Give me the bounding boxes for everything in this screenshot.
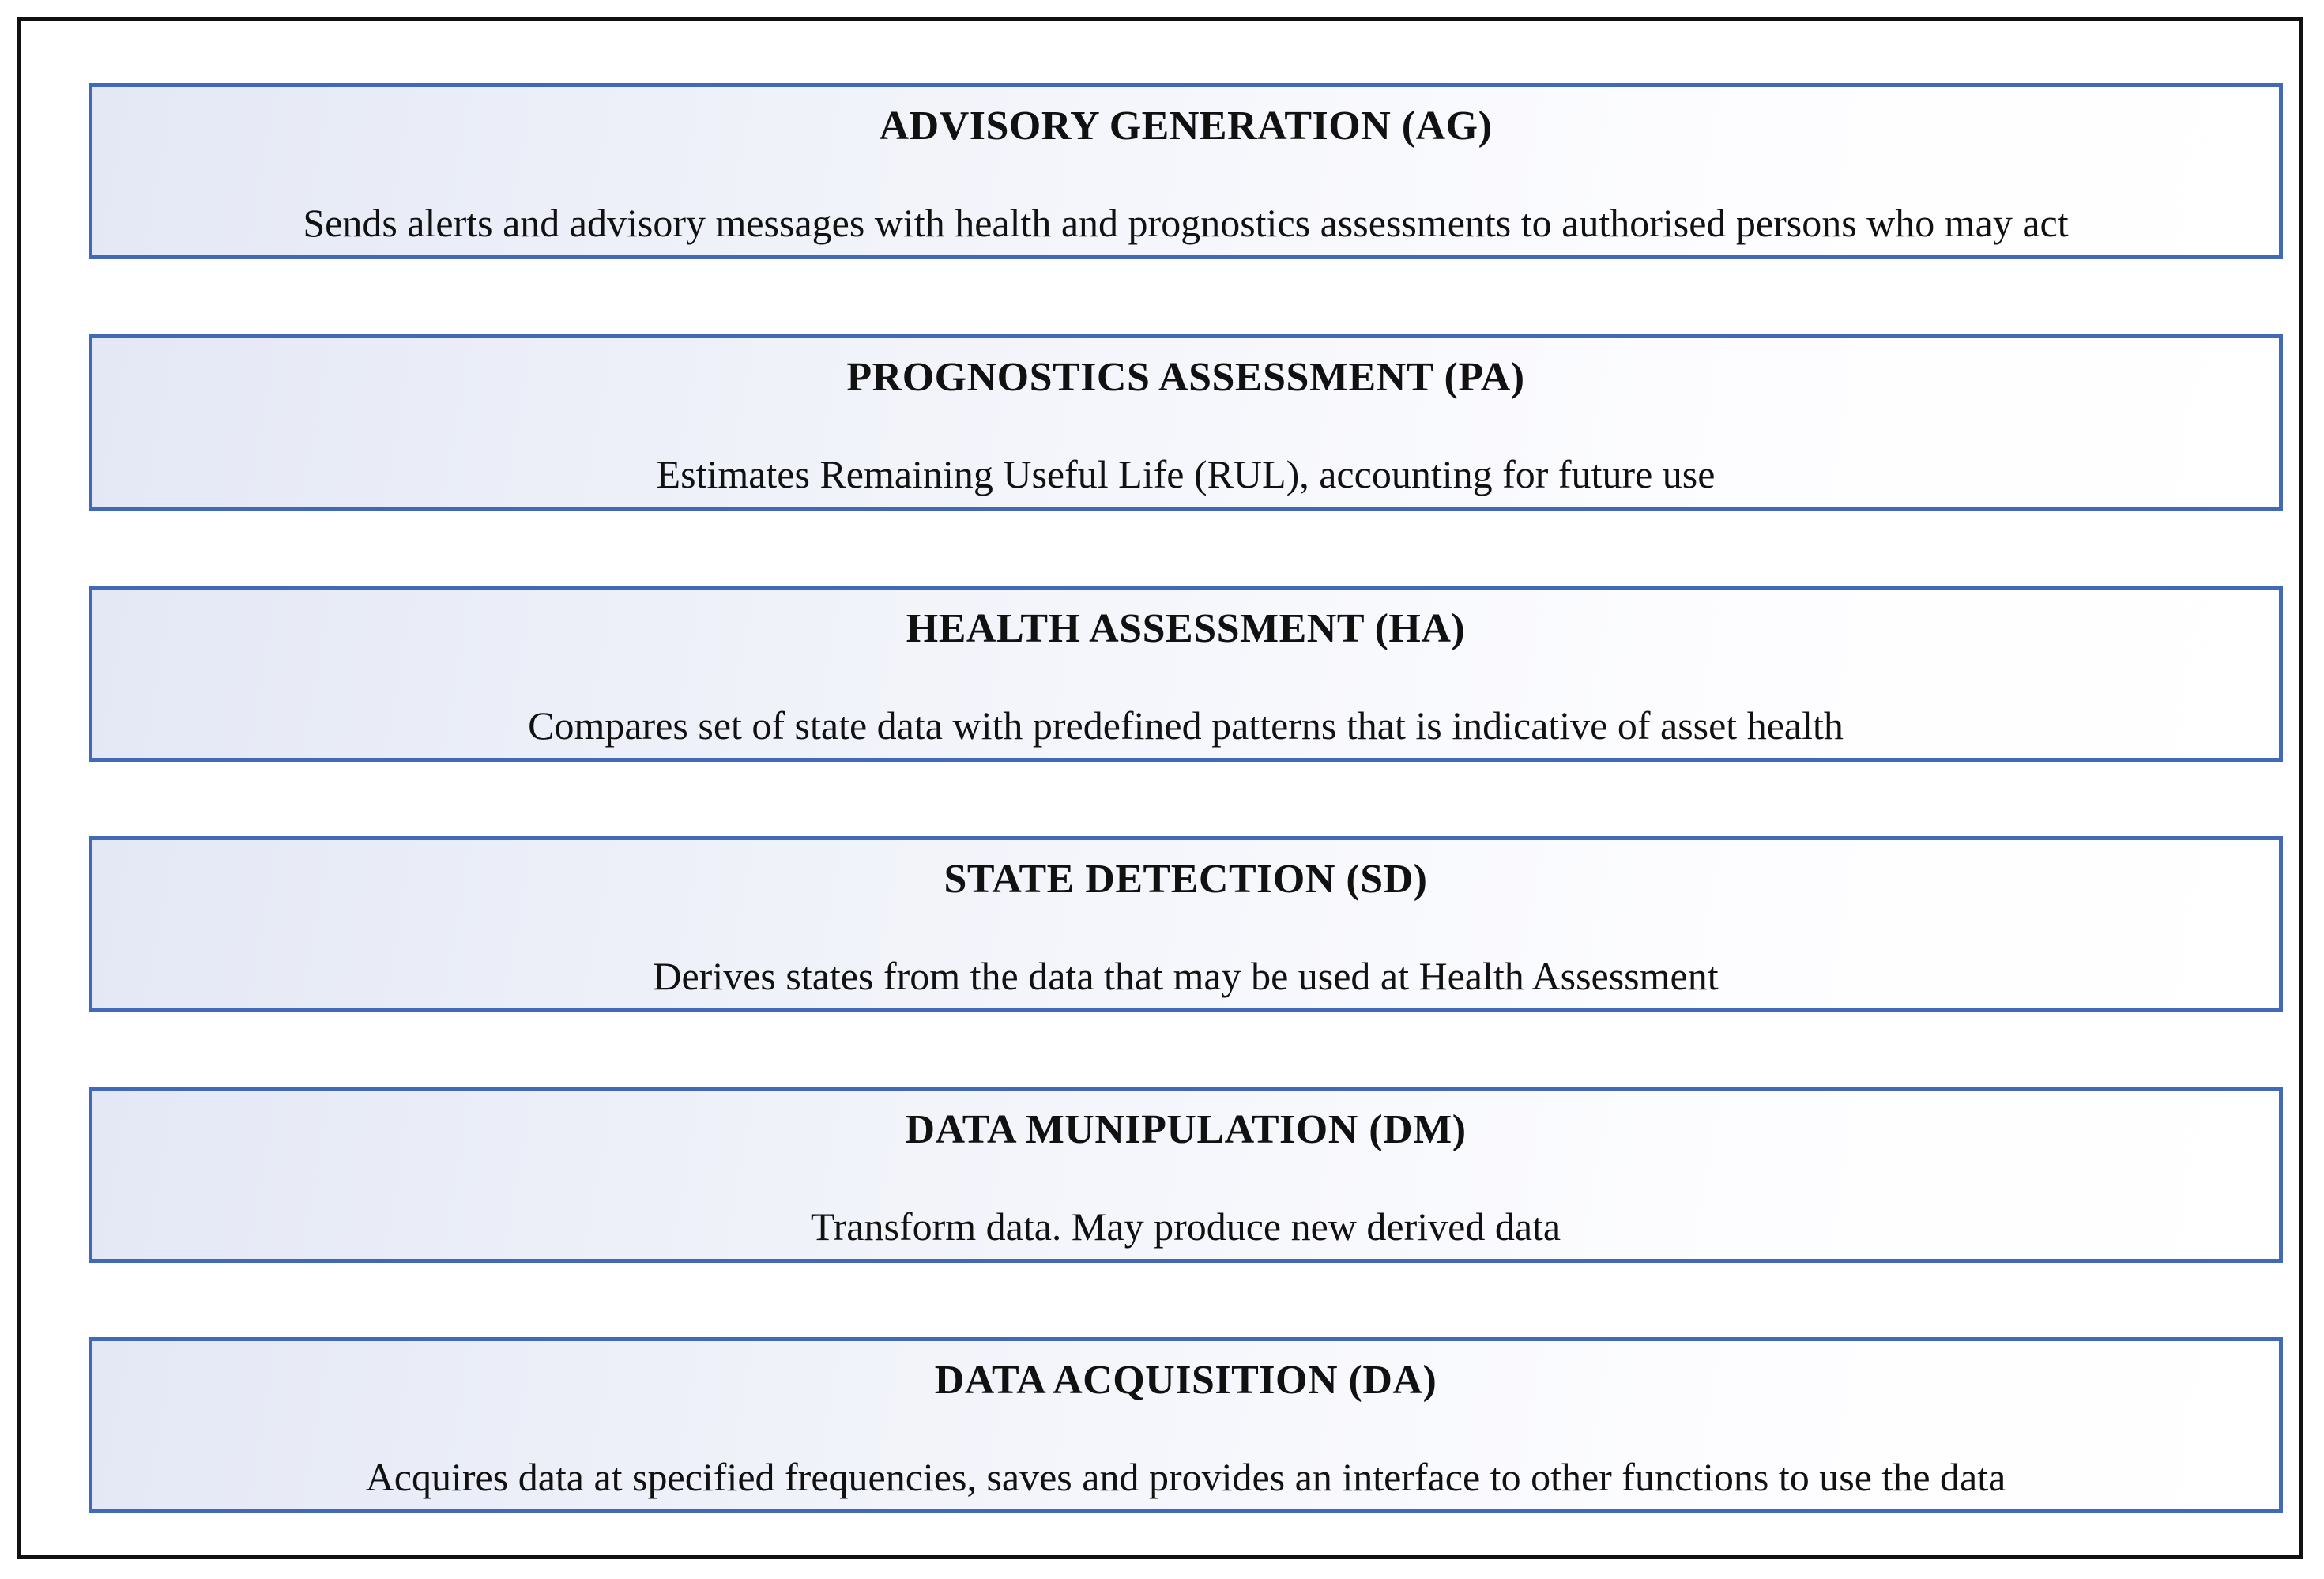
layer-data-acquisition [89,1337,2283,1513]
layer-advisory-generation [89,83,2283,259]
layer-health-assessment [89,586,2283,762]
diagram-frame [17,17,2303,1559]
layer-title: HEALTH ASSESSMENT (HA) [906,606,1466,651]
layer-title: DATA ACQUISITION (DA) [934,1358,1437,1403]
layer-title: DATA MUNIPULATION (DM) [905,1107,1467,1152]
layer-description: Derives states from the data that may be used at Health Assessment [653,954,1719,998]
layer-prognostics-assessment [89,334,2283,511]
layer-description: Acquires data at specified frequencies, saves and provides an interface to other functions to use the data [365,1455,2006,1499]
layer-state-detection [89,836,2283,1012]
layer-description: Compares set of state data with predefined patterns that is indicative of asset health [528,703,1844,748]
layer-title: STATE DETECTION (SD) [944,857,1428,902]
layer-description: Sends alerts and advisory messages with health and prognostics assessments to authorised persons who may act [303,201,2069,245]
layer-title: ADVISORY GENERATION (AG) [879,104,1493,149]
layer-description: Estimates Remaining Useful Life (RUL), accounting for future use [656,452,1716,496]
layer-title: PROGNOSTICS ASSESSMENT (PA) [846,355,1525,400]
layer-data-manipulation [89,1087,2283,1263]
layer-description: Transform data. May produce new derived data [810,1204,1561,1249]
